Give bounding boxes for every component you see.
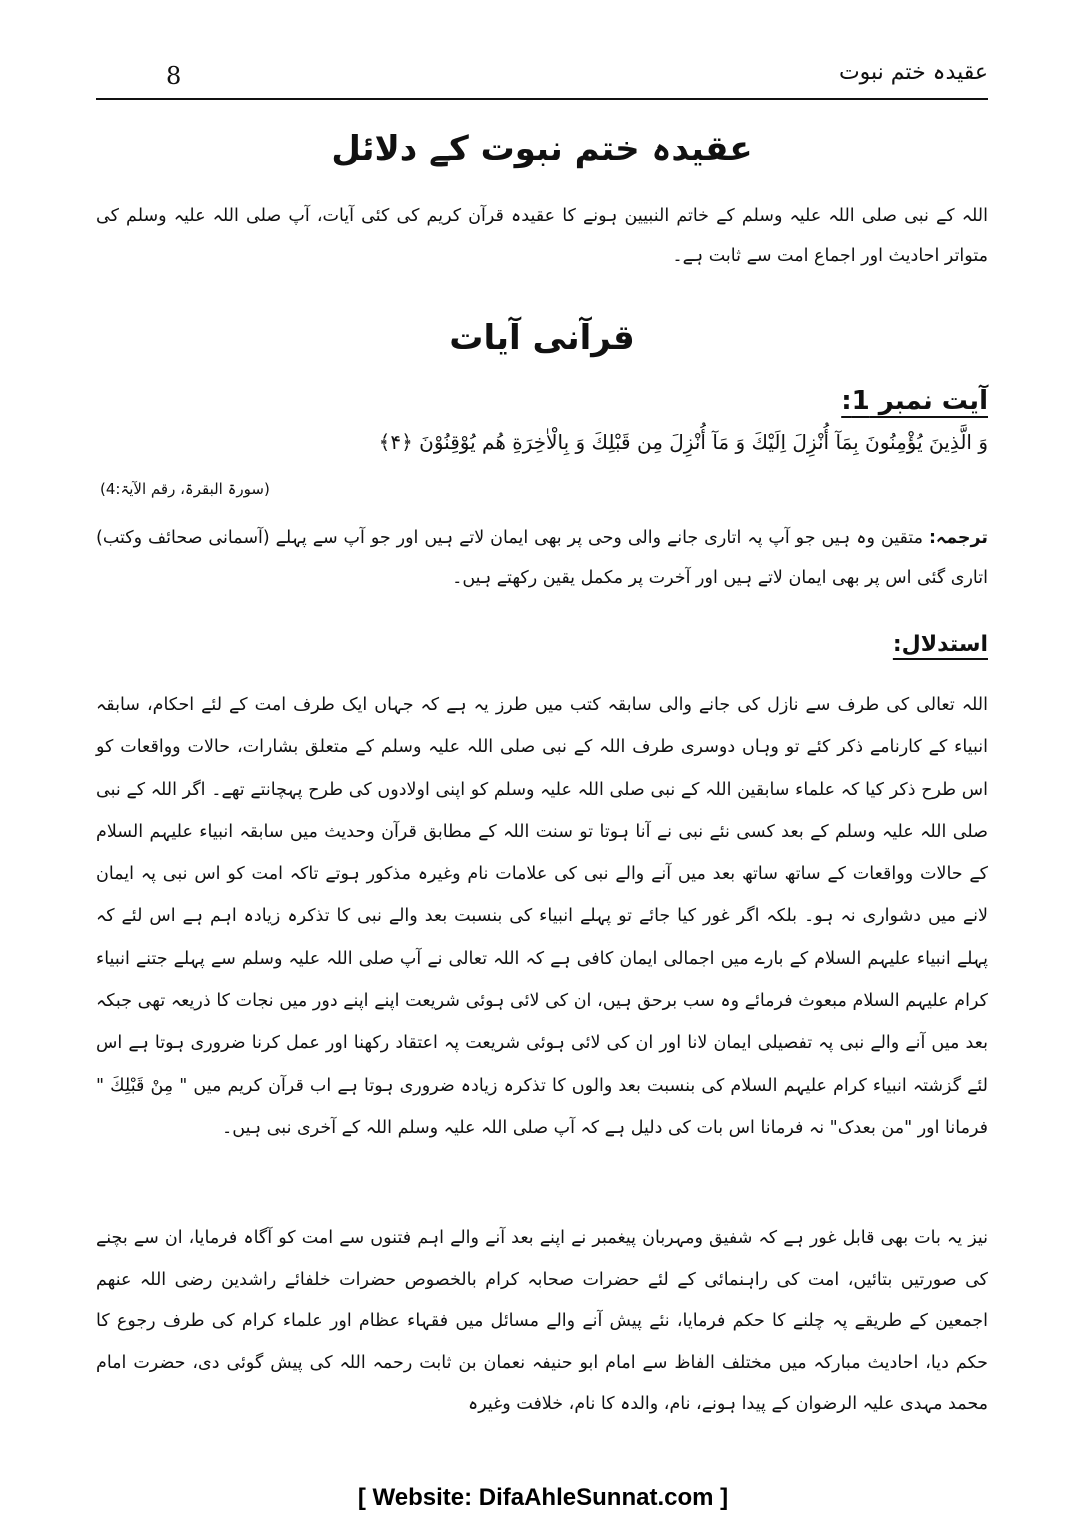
- page-header: [96, 60, 988, 100]
- translation-label: ترجمہ:: [928, 528, 988, 548]
- translation-paragraph: [96, 518, 988, 598]
- page-number: 8: [166, 62, 182, 90]
- intro-paragraph: اللہ کے نبی صلی اللہ علیہ وسلم کے خاتم النبیین ہونے کا عقیدہ قرآن کریم کی کئی آیات، آپ صلی اللہ علیہ وسلم کی متواتر احادیث اور اجماع امت سے ثابت ہے۔: [96, 206, 988, 266]
- section-title: عقیدہ ختم نبوت کے دلائل: [331, 129, 753, 169]
- further-paragraph: نیز یہ بات بھی قابل غور ہے کہ شفیق ومہربان پیغمبر نے اپنے بعد آنے والے اہم فتنوں سے امت کو آگاہ فرمایا، ان سے بچنے کی صورتیں بتائیں، امت کی راہنمائی کے لئے حضرات صحابہ کرام بالخصوص حضرات خلفائے راشدین رضی اللہ عنھم اجمعین کے طریقے پہ چلنے کا حکم فرمایا، نئے پیش آنے والے مسائل میں فقہاء عظام اور علماء کرام کی طرف رجوع کا حکم دیا، احادیث مبارکہ میں مختلف الفاظ سے امام ابو حنیفہ نعمان بن ثابت رحمہ اللہ کی پیش گوئی دی، حضرت امام محمد مہدی علیہ الرضوان کے پیدا ہونے، نام، والدہ کا نام، خلافت وغیرہ: [96, 1228, 988, 1414]
- subsection-title: قرآنی آیات: [449, 318, 635, 358]
- website-footer: [ Website: DifaAhleSunnat.com ]: [357, 1484, 729, 1511]
- arabic-verse: وَ الَّذِينَ يُؤْمِنُونَ بِمَآ أُنْزِلَ اِلَيْكَ وَ مَآ أُنْزِلَ مِن قَبْلِكَ وَ بِالْاٰخِرَةِ هُم يُوْقِنُوْنَ ﴿۴﴾: [378, 430, 988, 454]
- argument-paragraph: اللہ تعالی کی طرف سے نازل کی جانے والی سابقہ کتب میں طرز یہ ہے کہ جہاں ایک طرف امت کے لئے احکام، سابقہ انبیاء کے کارنامے ذکر کئے تو وہاں دوسری طرف اللہ کے نبی صلی اللہ علیہ وسلم کے متعلق بشارات، حالات وواقعات کو اس طرح ذکر کیا کہ علماء سابقین اللہ کے نبی صلی اللہ علیہ وسلم کو اپنی اولادوں کی طرح پہچانتے تھے۔ اگر اللہ کے نبی صلی اللہ علیہ وسلم کے بعد کسی نئے نبی نے آنا ہوتا تو سنت اللہ کے مطابق قرآن وحدیث میں سابقہ انبیاء علیہم السلام کے حالات وواقعات کے ساتھ ساتھ بعد میں آنے والے نبی کی علامات نام وغیرہ مذکور ہوتے تاکہ امت کو اس نبی پہ ایمان لانے میں دشواری نہ ہو۔ بلکہ اگر غور کیا جائے تو پہلے انبیاء کی بنسبت بعد والے نبی کا تذکرہ زیادہ اہم ہے اس لئے کہ پہلے انبیاء علیہم السلام کے بارے میں اجمالی ایمان کافی ہے کہ اللہ تعالی نے آپ صلی اللہ علیہ وسلم سے پہلے جتنے انبیاء کرام علیہم السلام مبعوث فرمائے وہ سب برحق ہیں، ان کی لائی ہوئی شریعت اپنے اپنے دور میں نجات کا ذریعہ تھی جبکہ بعد میں آنے والے نبی پہ تفصیلی ایمان لانا اور ان کی لائی ہوئی شریعت پہ اعتقاد رکھنا اور عمل کرنا ضروری ہوتا ہے اس لئے گزشتہ انبیاء کرام علیہم السلام کی بنسبت بعد والوں کا تذکرہ زیادہ ضروری ہوتا ہے اب قرآن کریم میں " مِنْ قَبْلِكَ " فرمانا اور "من بعدک" نہ فرمانا اس بات کی دلیل ہے کہ آپ صلی اللہ علیہ وسلم اللہ کے آخری نبی ہیں۔: [96, 695, 988, 1138]
- running-title: عقیدہ ختم نبوت: [838, 60, 988, 85]
- verse-reference: (سورۃ البقرۃ، رقم الآیۃ:4): [100, 480, 270, 498]
- istidlal-heading: استدلال:: [892, 632, 988, 657]
- verse-label: آیت نمبر 1:: [841, 386, 988, 416]
- translation-text: متقین وہ ہیں جو آپ پہ اتاری جانے والی وحی پر بھی ایمان لاتے ہیں اور جو آپ سے پہلے (آسمانی صحائف وکتب) اتاری گئی اس پر بھی ایمان لاتے ہیں اور آخرت پر مکمل یقین رکھتے ہیں۔: [96, 528, 988, 588]
